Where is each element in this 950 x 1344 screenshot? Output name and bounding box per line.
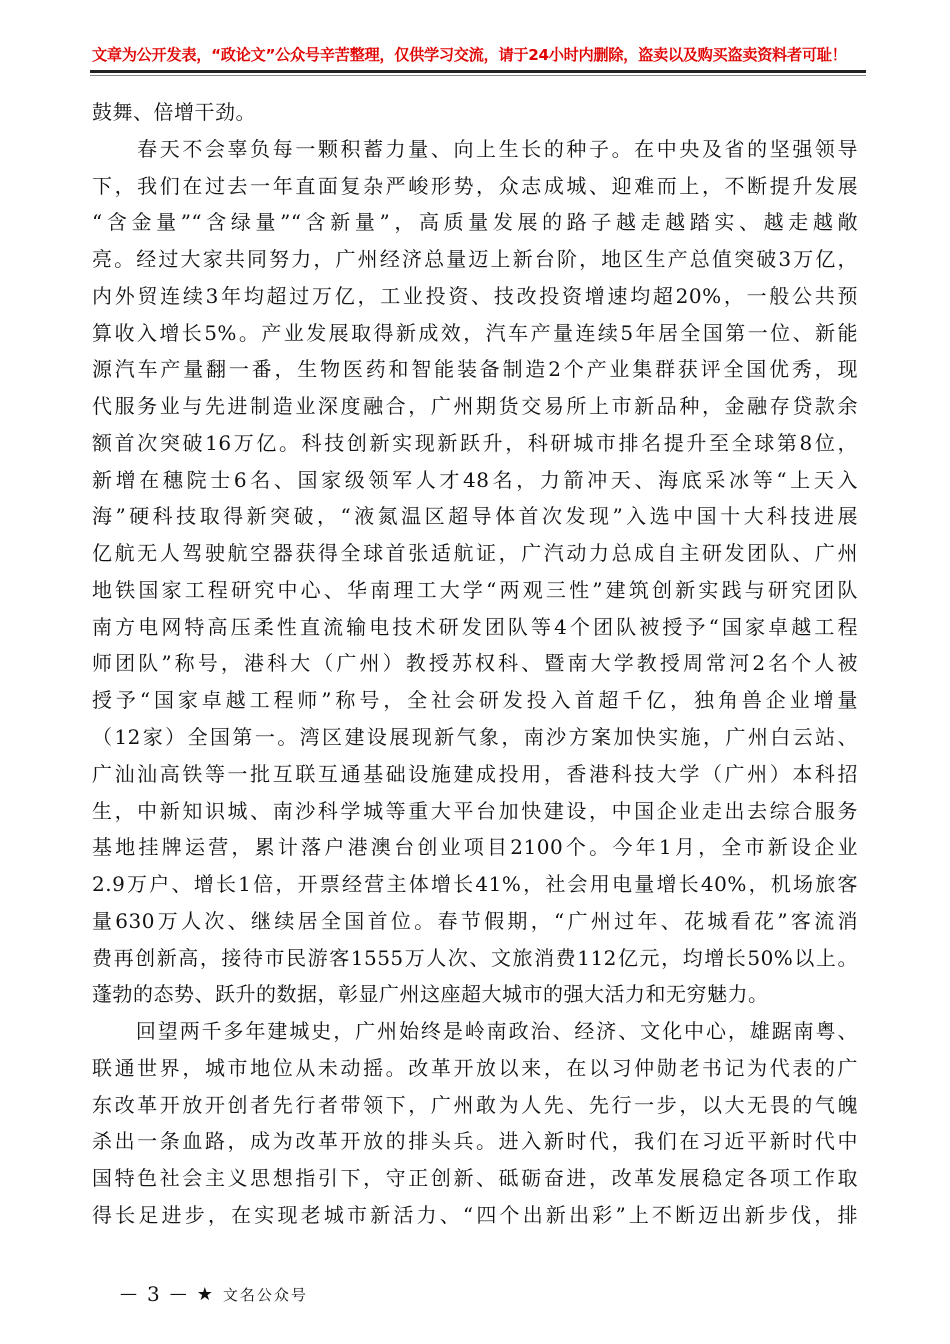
text-line: 海”硬科技取得新突破，“液氮温区超导体首次发现”入选中国十大科技进展 — [92, 504, 858, 529]
footer-dash-right: — — [169, 1284, 187, 1304]
text-line: （12家）全国第一。湾区建设展现新气象，南沙方案加快实施，广州白云站、 — [92, 725, 858, 750]
text-line: 蓬勃的态势、跃升的数据，彰显广州这座超大城市的强大活力和无穷魅力。 — [92, 982, 769, 1007]
text-line: 基地挂牌运营，累计落户港澳台创业项目2100个。今年1月，全市新设企业 — [92, 835, 858, 860]
text-line: 联通世界，城市地位从未动摇。改革开放以来，在以习仲勋老书记为代表的广 — [92, 1055, 858, 1080]
footer-dash-left: — — [120, 1284, 137, 1304]
text-line: 授予“国家卓越工程师”称号，全社会研发投入首超千亿，独角兽企业增量 — [92, 688, 858, 713]
text-line: 鼓舞、倍增干劲。 — [92, 100, 256, 124]
text-line: 额首次突破16万亿。科技创新实现新跃升，科研城市排名提升至全球第8位， — [92, 430, 858, 455]
text-line: 广汕汕高铁等一批互联互通基础设施建成投用，香港科技大学（广州）本科招 — [92, 761, 858, 786]
text-line: 杀出一条血路，成为改革开放的排头兵。进入新时代，我们在习近平新时代中 — [92, 1129, 858, 1154]
text-line: 南方电网特高压柔性直流输电技术研发团队等4个团队被授予“国家卓越工程 — [92, 614, 858, 639]
text-line: 源汽车产量翻一番，生物医药和智能装备制造2个产业集群获评全国优秀，现 — [92, 357, 858, 382]
copyright-banner: 文章为公开发表，“政论文”公众号辛苦整理，仅供学习交流，请于24小时内删除，盗卖以及购买盗卖资料者可耻！ — [92, 46, 847, 64]
text-line: 内外贸连续3年均超过万亿，工业投资、技改投资增速均超20%，一般公共预 — [92, 283, 858, 308]
star-icon: ★ — [196, 1283, 213, 1305]
text-line: 算收入增长5%。产业发展取得新成效，汽车产量连续5年居全国第一位、新能 — [92, 320, 858, 345]
text-line: 新增在穗院士6名、国家级领军人才48名，力箭冲天、海底采冰等“上天入 — [92, 467, 858, 492]
text-line: 回望两千多年建城史，广州始终是岭南政治、经济、文化中心，雄踞南粤、 — [92, 1019, 858, 1044]
text-line: 费再创新高，接待市民游客1555万人次、文旅消费112亿元，均增长50%以上。 — [92, 945, 858, 970]
text-line: 2.9万户、增长1倍，开票经营主体增长41%，社会用电量增长40%，机场旅客 — [92, 872, 858, 897]
text-line: 得长足进步，在实现老城市新活力、“四个出新出彩”上不断迈出新步伐，排 — [92, 1202, 858, 1227]
footer-source: 文名公众号 — [222, 1285, 308, 1304]
text-line: “含金量”“含绿量”“含新量”，高质量发展的路子越走越踏实、越走越敞 — [92, 210, 858, 235]
text-line: 生，中新知识城、南沙科学城等重大平台加快建设，中国企业走出去综合服务 — [92, 798, 858, 823]
text-line: 量630万人次、继续居全国首位。春节假期，“广州过年、花城看花”客流消 — [92, 908, 858, 933]
header-rule-thin — [90, 75, 866, 76]
header-rule — [90, 70, 866, 73]
text-line: 东改革开放开创者先行者带领下，广州敢为人先、先行一步，以大无畏的气魄 — [92, 1092, 858, 1117]
text-line: 亿航无人驾驶航空器获得全球首张适航证，广汽动力总成自主研发团队、广州 — [92, 541, 858, 566]
text-line: 亮。经过大家共同努力，广州经济总量迈上新台阶，地区生产总值突破3万亿， — [92, 247, 858, 272]
text-line: 地铁国家工程研究中心、华南理工大学“两观三性”建筑创新实践与研究团队 — [92, 577, 858, 602]
text-line: 下，我们在过去一年直面复杂严峻形势，众志成城、迎难而上，不断提升发展 — [92, 173, 858, 198]
text-line: 代服务业与先进制造业深度融合，广州期货交易所上市新品种，金融存贷款余 — [92, 394, 858, 419]
text-line: 师团队”称号，港科大（广州）教授苏权科、暨南大学教授周常河2名个人被 — [92, 651, 858, 676]
page-number: 3 — [147, 1282, 160, 1306]
text-line: 国特色社会主义思想指引下，守正创新、砥砺奋进，改革发展稳定各项工作取 — [92, 1166, 858, 1191]
page-footer — [120, 1282, 308, 1306]
document-body — [92, 94, 858, 1234]
text-line: 春天不会辜负每一颗积蓄力量、向上生长的种子。在中央及省的坚强领导 — [92, 136, 858, 161]
